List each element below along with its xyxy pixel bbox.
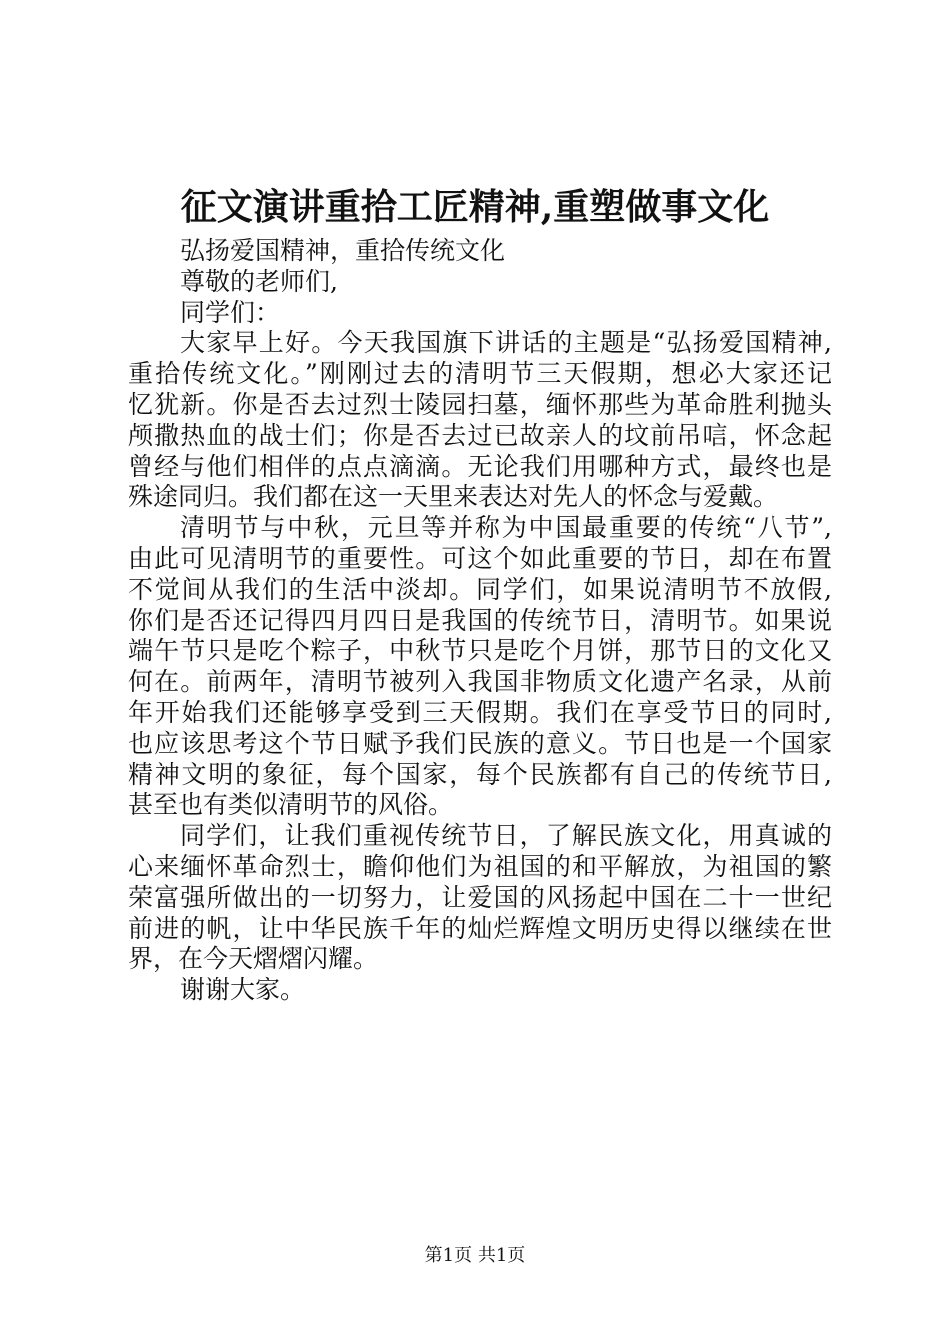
- text-line: 大家早上好。今天我国旗下讲话的主题是“弘扬爱国精神,: [180, 328, 832, 358]
- text-line: 同学们，让我们重视传统节日，了解民族文化，用真诚的: [180, 821, 832, 851]
- text-line: 弘扬爱国精神，重拾传统文化: [180, 236, 506, 265]
- text-line: 曾经与他们相伴的点点滴滴。无论我们用哪种方式，最终也是: [128, 451, 832, 481]
- text-line: 尊敬的老师们,: [180, 266, 338, 296]
- text-line: 清明节与中秋，元旦等并称为中国最重要的传统“八节”,: [180, 513, 832, 543]
- text-line: 心来缅怀革命烈士，瞻仰他们为祖国的和平解放，为祖国的繁: [128, 851, 832, 881]
- text-line: 界，在今天熠熠闪耀。: [128, 944, 379, 974]
- text-line: 颅撒热血的战士们；你是否去过已故亲人的坟前吊唁，怀念起: [128, 420, 832, 450]
- document-body: [128, 236, 832, 1006]
- text-line: 甚至也有类似清明节的风俗。: [128, 790, 454, 820]
- text-line: 也应该思考这个节日赋予我们民族的意义。节日也是一个国家: [128, 728, 832, 758]
- text-line: 精神文明的象征，每个国家，每个民族都有自己的传统节日,: [128, 759, 832, 789]
- text-line: 年开始我们还能够享受到三天假期。我们在享受节日的同时,: [128, 697, 832, 727]
- text-line: 谢谢大家。: [180, 975, 306, 1005]
- text-line: 端午节只是吃个粽子，中秋节只是吃个月饼，那节日的文化又: [128, 636, 832, 666]
- page-footer: 第1页 共1页: [424, 1245, 526, 1266]
- text-line: 同学们：: [180, 297, 281, 327]
- text-line: 殊途同归。我们都在这一天里来表达对先人的怀念与爱戴。: [128, 482, 779, 512]
- text-line: 由此可见清明节的重要性。可这个如此重要的节日，却在布置: [128, 543, 832, 573]
- text-line: 你们是否还记得四月四日是我国的传统节日，清明节。如果说: [128, 605, 832, 635]
- text-line: 前进的帆，让中华民族千年的灿烂辉煌文明历史得以继续在世: [128, 913, 832, 943]
- text-line: 不觉间从我们的生活中淡却。同学们，如果说清明节不放假,: [128, 574, 832, 604]
- document-title: 征文演讲重拾工匠精神,重塑做事文化: [180, 186, 770, 228]
- text-line: 何在。前两年，清明节被列入我国非物质文化遗产名录，从前: [128, 667, 832, 697]
- text-line: 重拾传统文化。”刚刚过去的清明节三天假期，想必大家还记: [128, 359, 832, 389]
- text-line: 忆犹新。你是否去过烈士陵园扫墓，缅怀那些为革命胜利抛头: [128, 389, 832, 419]
- text-line: 荣富强所做出的一切努力，让爱国的风扬起中国在二十一世纪: [128, 882, 832, 912]
